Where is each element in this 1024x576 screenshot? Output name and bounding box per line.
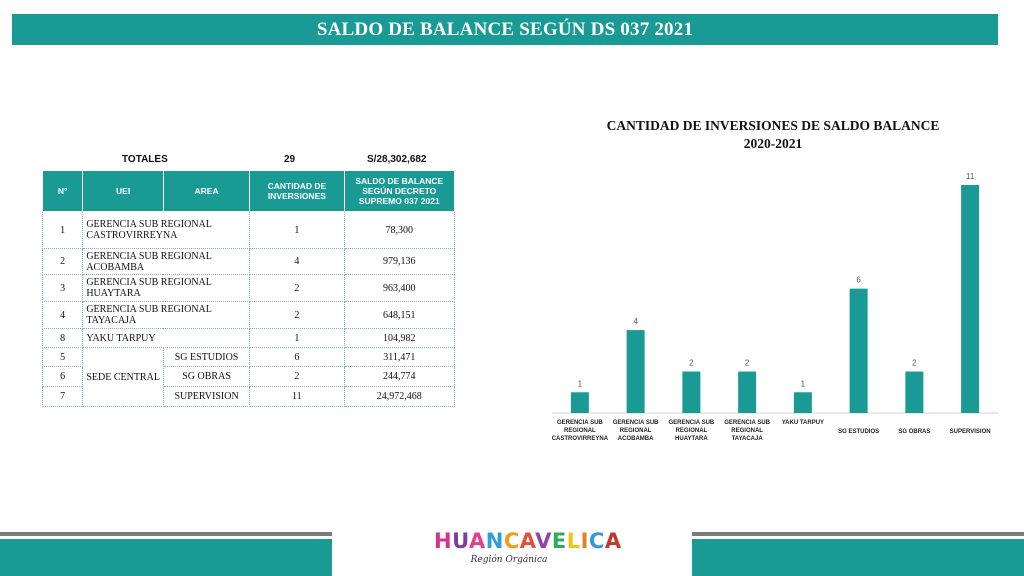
logo-letter: A xyxy=(604,529,622,553)
bar xyxy=(794,392,812,413)
data-label: 6 xyxy=(856,275,861,285)
balance-table xyxy=(42,170,455,407)
cell-n: 6 xyxy=(43,367,83,387)
logo-letter: H xyxy=(434,529,453,553)
category-label xyxy=(782,420,824,426)
cell-uei: GERENCIA SUB REGIONAL HUAYTARA xyxy=(83,275,250,302)
cell-uei: YAKU TARPUY xyxy=(83,329,250,348)
chart-title-line-1: CANTIDAD DE INVERSIONES DE SALDO BALANCE xyxy=(606,118,940,133)
cell-qty: 1 xyxy=(250,212,344,249)
cell-qty: 11 xyxy=(250,387,344,407)
cell-qty: 2 xyxy=(250,302,344,329)
category-label-line: HUAYTARA xyxy=(675,436,708,442)
header-n: N° xyxy=(43,171,83,212)
cell-uei: GERENCIA SUB REGIONAL ACOBAMBA xyxy=(83,249,250,275)
cell-amount: 24,972,468 xyxy=(344,387,454,407)
category-label-line: CASTROVIRREYNA xyxy=(551,436,609,442)
cell-n: 5 xyxy=(43,348,83,367)
header-amount: SALDO DE BALANCE SEGÚN DECRETO SUPREMO 037 2021 xyxy=(344,171,454,212)
cell-qty: 6 xyxy=(250,348,344,367)
logo-wordmark xyxy=(434,528,622,554)
chart-title-line-2: 2020-2021 xyxy=(743,136,803,151)
footer-band-left xyxy=(0,539,332,576)
bar xyxy=(905,372,923,413)
footer-line-left xyxy=(0,532,332,536)
cell-amount: 78,300 xyxy=(344,212,454,249)
category-label xyxy=(950,429,991,435)
category-label-line: ACOBAMBA xyxy=(617,436,654,442)
cell-amount: 104,982 xyxy=(344,329,454,348)
logo-letter: N xyxy=(485,529,504,553)
cell-amount: 648,151 xyxy=(344,302,454,329)
header-qty: CANTIDAD DE INVERSIONES xyxy=(250,171,344,212)
category-label xyxy=(724,420,770,442)
category-label-line: TAYACAJA xyxy=(731,436,763,442)
category-label-line: REGIONAL xyxy=(619,428,652,434)
cell-amount: 963,400 xyxy=(344,275,454,302)
logo-letter: L xyxy=(566,529,581,553)
header-area: AREA xyxy=(163,171,249,212)
category-label-line: YAKU TARPUY xyxy=(781,420,825,426)
category-label-line: REGIONAL xyxy=(675,428,708,434)
cell-area: SG OBRAS xyxy=(163,367,249,387)
category-label xyxy=(613,420,659,442)
totals-count: 29 xyxy=(284,154,296,165)
totals-amount: S/28,302,682 xyxy=(367,154,427,165)
table-row xyxy=(43,329,455,348)
title-bar xyxy=(12,14,998,45)
category-label xyxy=(668,420,714,442)
footer-line-right xyxy=(692,532,1024,536)
category-label xyxy=(898,429,930,435)
data-label: 11 xyxy=(965,172,975,181)
huancavelica-logo xyxy=(434,528,622,574)
bar xyxy=(627,330,645,413)
category-label-line: GERENCIA SUB xyxy=(724,420,771,426)
table-header-row xyxy=(43,171,455,212)
cell-qty: 1 xyxy=(250,329,344,348)
cell-amount: 311,471 xyxy=(344,348,454,367)
category-label-line: GERENCIA SUB xyxy=(668,420,715,426)
bar xyxy=(961,185,979,413)
category-label-line: SG OBRAS xyxy=(898,429,931,435)
header-uei: UEI xyxy=(83,171,164,212)
cell-n: 2 xyxy=(43,249,83,275)
bar xyxy=(738,372,756,413)
data-label: 2 xyxy=(689,358,694,368)
logo-letter: I xyxy=(580,529,589,553)
category-label xyxy=(838,429,879,435)
chart-title xyxy=(596,117,950,153)
logo-letter: C xyxy=(503,529,520,553)
table-row xyxy=(43,302,455,329)
page-title: SALDO DE BALANCE SEGÚN DS 037 2021 xyxy=(316,18,694,40)
cell-n: 8 xyxy=(43,329,83,348)
footer-band-right xyxy=(692,539,1024,576)
logo-letter: C xyxy=(588,529,605,553)
category-label-line: REGIONAL xyxy=(731,428,763,434)
data-label: 1 xyxy=(577,379,583,389)
data-label: 2 xyxy=(912,358,917,368)
bar xyxy=(850,289,868,413)
logo-letter: V xyxy=(535,529,552,553)
data-label: 1 xyxy=(800,379,806,389)
table-row xyxy=(43,275,455,302)
bar xyxy=(682,372,700,413)
totals-row xyxy=(42,154,454,168)
totals-label: TOTALES xyxy=(122,154,168,165)
cell-area: SUPERVISION xyxy=(163,387,249,407)
category-label-line: REGIONAL xyxy=(564,428,596,434)
cell-qty: 2 xyxy=(250,275,344,302)
cell-uei-sede-central: SEDE CENTRAL xyxy=(83,348,164,407)
category-label-line: SG ESTUDIOS xyxy=(838,429,880,435)
cell-amount: 979,136 xyxy=(344,249,454,275)
cell-qty: 4 xyxy=(250,249,344,275)
data-label: 4 xyxy=(633,317,638,327)
cell-amount: 244,774 xyxy=(344,367,454,387)
cell-n: 7 xyxy=(43,387,83,407)
table-row xyxy=(43,212,455,249)
investments-bar-chart xyxy=(540,165,1010,455)
logo-letter: U xyxy=(452,529,469,553)
logo-letter: A xyxy=(468,529,486,553)
table-row xyxy=(43,348,455,367)
cell-n: 1 xyxy=(43,212,83,249)
logo-subtitle: Región Orgánica xyxy=(470,555,548,565)
cell-area: SG ESTUDIOS xyxy=(163,348,249,367)
cell-n: 4 xyxy=(43,302,83,329)
bar xyxy=(571,392,589,413)
category-label xyxy=(552,420,609,442)
table-row xyxy=(43,249,455,275)
category-label-line: SUPERVISION xyxy=(949,429,991,435)
cell-n: 3 xyxy=(43,275,83,302)
data-label: 2 xyxy=(744,358,750,368)
category-label-line: GERENCIA SUB xyxy=(612,420,659,426)
category-label-line: GERENCIA SUB xyxy=(556,420,603,426)
cell-qty: 2 xyxy=(250,367,344,387)
cell-uei: GERENCIA SUB REGIONAL TAYACAJA xyxy=(83,302,250,329)
logo-letter: A xyxy=(519,529,536,553)
logo-letter: E xyxy=(551,529,567,553)
cell-uei: GERENCIA SUB REGIONAL CASTROVIRREYNA xyxy=(83,212,250,249)
